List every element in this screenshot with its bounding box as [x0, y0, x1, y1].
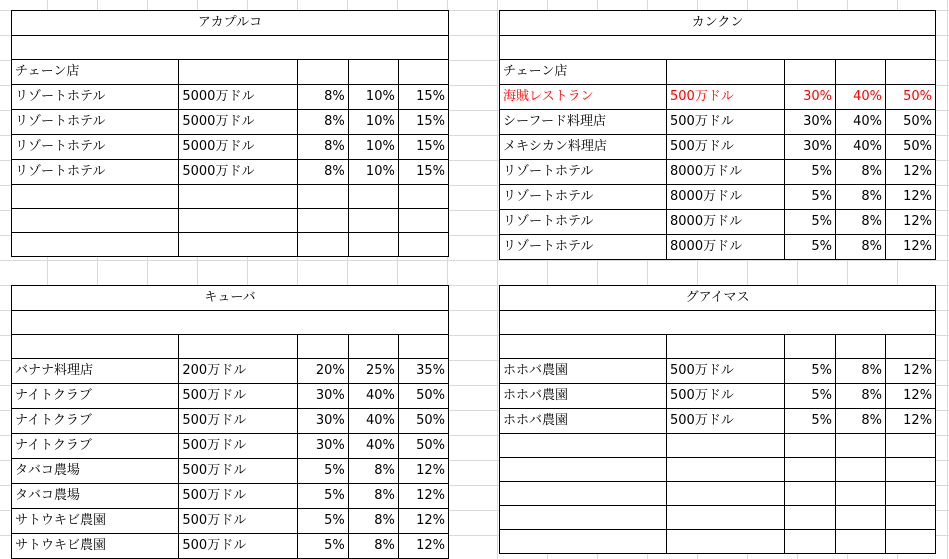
table-row — [500, 434, 936, 458]
rate-cell[interactable] — [297, 209, 348, 233]
table-row — [500, 135, 936, 160]
cost-cell[interactable]: 5000万ドル — [179, 110, 297, 135]
rate-cell[interactable] — [785, 530, 836, 554]
table-row — [12, 85, 449, 110]
rate-cell[interactable]: 35% — [398, 359, 448, 384]
rate-cell[interactable]: 50% — [886, 135, 936, 160]
table-row — [500, 359, 936, 384]
name-cell[interactable]: リゾートホテル — [500, 210, 667, 235]
blank-cell[interactable] — [500, 311, 936, 335]
name-cell[interactable] — [12, 209, 179, 233]
cost-cell[interactable]: 500万ドル — [667, 384, 785, 409]
title-row — [500, 286, 936, 311]
table-row — [12, 160, 449, 185]
rate-cell[interactable] — [836, 482, 886, 506]
table-cancun — [499, 10, 936, 260]
cost-cell[interactable] — [667, 530, 785, 554]
table-row — [500, 458, 936, 482]
rate-cell[interactable] — [297, 233, 348, 257]
cost-cell[interactable]: 500万ドル — [179, 534, 297, 559]
header-empty-cell[interactable] — [297, 335, 348, 359]
rate-cell[interactable]: 8% — [348, 509, 398, 534]
name-cell[interactable]: ナイトクラブ — [12, 384, 179, 409]
rate-cell[interactable]: 8% — [297, 85, 348, 110]
rate-cell[interactable] — [886, 434, 936, 458]
rate-cell[interactable]: 30% — [785, 110, 836, 135]
header-label-cell[interactable] — [12, 335, 179, 359]
rate-cell[interactable] — [297, 185, 348, 209]
header-empty-cell[interactable] — [179, 60, 297, 85]
header-empty-cell[interactable] — [785, 60, 836, 85]
cost-cell[interactable]: 500万ドル — [667, 110, 785, 135]
name-cell[interactable]: リゾートホテル — [12, 135, 179, 160]
header-empty-cell[interactable] — [886, 335, 936, 359]
header-empty-cell[interactable] — [667, 335, 785, 359]
blank-cell[interactable] — [12, 311, 449, 335]
rate-cell[interactable] — [398, 233, 448, 257]
header-empty-cell[interactable] — [179, 335, 297, 359]
header-empty-cell[interactable] — [785, 335, 836, 359]
rate-cell[interactable]: 5% — [297, 509, 348, 534]
blank-cell[interactable] — [12, 36, 449, 60]
table-row — [500, 235, 936, 260]
header-empty-cell[interactable] — [836, 60, 886, 85]
cost-cell[interactable]: 500万ドル — [667, 85, 785, 110]
header-empty-cell[interactable] — [836, 335, 886, 359]
rate-cell[interactable]: 12% — [886, 235, 936, 260]
rate-cell[interactable] — [836, 530, 886, 554]
rate-cell[interactable] — [886, 482, 936, 506]
rate-cell[interactable]: 8% — [297, 160, 348, 185]
cost-cell[interactable]: 8000万ドル — [667, 210, 785, 235]
rate-cell[interactable]: 25% — [348, 359, 398, 384]
rate-cell[interactable]: 50% — [886, 110, 936, 135]
rate-cell[interactable]: 12% — [398, 534, 448, 559]
rate-cell[interactable]: 5% — [297, 484, 348, 509]
header-empty-cell[interactable] — [297, 60, 348, 85]
rate-cell[interactable]: 30% — [785, 135, 836, 160]
blank-row — [12, 311, 449, 335]
rate-cell[interactable]: 8% — [836, 160, 886, 185]
rate-cell[interactable]: 30% — [297, 409, 348, 434]
table-title-cell[interactable]: キューバ — [12, 286, 449, 311]
name-cell[interactable] — [500, 458, 667, 482]
cost-cell[interactable] — [667, 458, 785, 482]
table-row — [12, 484, 449, 509]
rate-cell[interactable] — [398, 209, 448, 233]
name-cell[interactable]: タバコ農場 — [12, 459, 179, 484]
name-cell[interactable] — [500, 434, 667, 458]
rate-cell[interactable]: 5% — [785, 359, 836, 384]
cost-cell[interactable]: 500万ドル — [667, 409, 785, 434]
cost-cell[interactable]: 8000万ドル — [667, 185, 785, 210]
rate-cell[interactable]: 5% — [785, 235, 836, 260]
rate-cell[interactable]: 5% — [785, 409, 836, 434]
rate-cell[interactable]: 30% — [785, 85, 836, 110]
rate-cell[interactable]: 50% — [398, 409, 448, 434]
rate-cell[interactable]: 20% — [297, 359, 348, 384]
cost-cell[interactable] — [667, 434, 785, 458]
rate-cell[interactable] — [886, 506, 936, 530]
rate-cell[interactable]: 12% — [886, 409, 936, 434]
name-cell[interactable]: 海賊レストラン — [500, 85, 667, 110]
rate-cell[interactable] — [886, 530, 936, 554]
header-label-cell[interactable]: チェーン店 — [12, 60, 179, 85]
cost-cell[interactable]: 500万ドル — [179, 409, 297, 434]
blank-row — [500, 311, 936, 335]
table-row — [500, 85, 936, 110]
cost-cell[interactable]: 500万ドル — [667, 135, 785, 160]
rate-cell[interactable]: 8% — [836, 235, 886, 260]
table-row — [12, 135, 449, 160]
cost-cell[interactable]: 8000万ドル — [667, 235, 785, 260]
table-row — [500, 530, 936, 554]
rate-cell[interactable]: 40% — [836, 110, 886, 135]
rate-cell[interactable]: 8% — [836, 185, 886, 210]
rate-cell[interactable]: 5% — [297, 459, 348, 484]
header-label-cell[interactable] — [500, 335, 667, 359]
rate-cell[interactable]: 50% — [886, 85, 936, 110]
rate-cell[interactable] — [886, 458, 936, 482]
table-row — [12, 434, 449, 459]
rate-cell[interactable]: 5% — [785, 384, 836, 409]
rate-cell[interactable] — [836, 506, 886, 530]
header-empty-cell[interactable] — [348, 335, 398, 359]
cost-cell[interactable]: 5000万ドル — [179, 160, 297, 185]
name-cell[interactable]: リゾートホテル — [500, 235, 667, 260]
table-row — [500, 160, 936, 185]
rate-cell[interactable]: 10% — [348, 160, 398, 185]
blank-cell[interactable] — [500, 36, 936, 60]
cost-cell[interactable]: 500万ドル — [179, 384, 297, 409]
table-row — [12, 509, 449, 534]
name-cell[interactable]: タバコ農場 — [12, 484, 179, 509]
name-cell[interactable]: ナイトクラブ — [12, 434, 179, 459]
rate-cell[interactable]: 10% — [348, 110, 398, 135]
rate-cell[interactable]: 12% — [886, 160, 936, 185]
table-title-cell[interactable]: カンクン — [500, 11, 936, 36]
table-row — [12, 534, 449, 559]
table-row — [500, 110, 936, 135]
rate-cell[interactable]: 8% — [348, 484, 398, 509]
title-row — [12, 11, 449, 36]
rate-cell[interactable]: 12% — [886, 185, 936, 210]
rate-cell[interactable]: 40% — [836, 85, 886, 110]
rate-cell[interactable]: 8% — [348, 459, 398, 484]
table-row — [12, 459, 449, 484]
cost-cell[interactable]: 8000万ドル — [667, 160, 785, 185]
rate-cell[interactable]: 8% — [836, 384, 886, 409]
name-cell[interactable]: サトウキビ農園 — [12, 509, 179, 534]
rate-cell[interactable]: 8% — [836, 359, 886, 384]
header-row — [500, 60, 936, 85]
rate-cell[interactable]: 12% — [398, 509, 448, 534]
name-cell[interactable]: リゾートホテル — [12, 85, 179, 110]
rate-cell[interactable]: 12% — [886, 210, 936, 235]
rate-cell[interactable]: 5% — [785, 210, 836, 235]
rate-cell[interactable]: 15% — [398, 135, 448, 160]
table-row — [500, 384, 936, 409]
rate-cell[interactable]: 40% — [348, 384, 398, 409]
table-row — [12, 110, 449, 135]
name-cell[interactable] — [500, 530, 667, 554]
cost-cell[interactable] — [179, 209, 297, 233]
cost-cell[interactable]: 200万ドル — [179, 359, 297, 384]
title-row — [500, 11, 936, 36]
rate-cell[interactable]: 30% — [297, 384, 348, 409]
header-empty-cell[interactable] — [667, 60, 785, 85]
header-empty-cell[interactable] — [348, 60, 398, 85]
cost-cell[interactable]: 500万ドル — [179, 434, 297, 459]
table-title-cell[interactable]: グアイマス — [500, 286, 936, 311]
table-row — [500, 210, 936, 235]
blank-row — [500, 36, 936, 60]
rate-cell[interactable]: 8% — [836, 409, 886, 434]
table-row — [500, 409, 936, 434]
rate-cell[interactable]: 10% — [348, 135, 398, 160]
rate-cell[interactable]: 5% — [785, 160, 836, 185]
table-cuba — [11, 285, 449, 559]
rate-cell[interactable]: 50% — [398, 434, 448, 459]
rate-cell[interactable]: 40% — [836, 135, 886, 160]
table-row — [12, 209, 449, 233]
table-row — [12, 233, 449, 257]
cost-cell[interactable]: 500万ドル — [667, 359, 785, 384]
cost-cell[interactable]: 500万ドル — [179, 459, 297, 484]
rate-cell[interactable]: 5% — [785, 185, 836, 210]
rate-cell[interactable]: 40% — [348, 434, 398, 459]
rate-cell[interactable]: 10% — [348, 85, 398, 110]
name-cell[interactable]: ホホバ農園 — [500, 359, 667, 384]
name-cell[interactable]: バナナ料理店 — [12, 359, 179, 384]
header-empty-cell[interactable] — [886, 60, 936, 85]
rate-cell[interactable] — [348, 185, 398, 209]
name-cell[interactable]: リゾートホテル — [12, 110, 179, 135]
rate-cell[interactable]: 8% — [297, 110, 348, 135]
blank-row — [12, 36, 449, 60]
header-empty-cell[interactable] — [398, 335, 448, 359]
rate-cell[interactable]: 12% — [886, 384, 936, 409]
rate-cell[interactable]: 15% — [398, 110, 448, 135]
name-cell[interactable] — [500, 482, 667, 506]
header-row — [500, 335, 936, 359]
name-cell[interactable]: リゾートホテル — [500, 185, 667, 210]
name-cell[interactable]: ホホバ農園 — [500, 384, 667, 409]
name-cell[interactable]: サトウキビ農園 — [12, 534, 179, 559]
rate-cell[interactable] — [348, 233, 398, 257]
table-row — [12, 185, 449, 209]
rate-cell[interactable]: 12% — [398, 459, 448, 484]
cost-cell[interactable]: 500万ドル — [179, 509, 297, 534]
header-label-cell[interactable]: チェーン店 — [500, 60, 667, 85]
name-cell[interactable]: メキシカン料理店 — [500, 135, 667, 160]
table-row — [500, 482, 936, 506]
table-row — [12, 359, 449, 384]
rate-cell[interactable] — [836, 434, 886, 458]
name-cell[interactable] — [12, 233, 179, 257]
cost-cell[interactable] — [667, 506, 785, 530]
table-row — [12, 409, 449, 434]
cost-cell[interactable]: 5000万ドル — [179, 85, 297, 110]
rate-cell[interactable]: 5% — [297, 534, 348, 559]
table-acapulco — [11, 10, 449, 257]
rate-cell[interactable] — [785, 506, 836, 530]
name-cell[interactable] — [12, 185, 179, 209]
cost-cell[interactable] — [667, 482, 785, 506]
rate-cell[interactable]: 8% — [297, 135, 348, 160]
rate-cell[interactable] — [785, 482, 836, 506]
header-row — [12, 335, 449, 359]
header-empty-cell[interactable] — [398, 60, 448, 85]
table-row — [500, 506, 936, 530]
table-row — [12, 384, 449, 409]
rate-cell[interactable]: 50% — [398, 384, 448, 409]
cost-cell[interactable] — [179, 185, 297, 209]
table-title-cell[interactable]: アカプルコ — [12, 11, 449, 36]
name-cell[interactable]: リゾートホテル — [12, 160, 179, 185]
rate-cell[interactable]: 40% — [348, 409, 398, 434]
name-cell[interactable]: ホホバ農園 — [500, 409, 667, 434]
name-cell[interactable]: シーフード料理店 — [500, 110, 667, 135]
table-row — [500, 185, 936, 210]
cost-cell[interactable]: 5000万ドル — [179, 135, 297, 160]
rate-cell[interactable]: 8% — [836, 210, 886, 235]
rate-cell[interactable] — [348, 209, 398, 233]
name-cell[interactable] — [500, 506, 667, 530]
cost-cell[interactable]: 500万ドル — [179, 484, 297, 509]
rate-cell[interactable]: 12% — [886, 359, 936, 384]
rate-cell[interactable]: 15% — [398, 160, 448, 185]
rate-cell[interactable] — [398, 185, 448, 209]
rate-cell[interactable] — [836, 458, 886, 482]
header-row — [12, 60, 449, 85]
name-cell[interactable]: ナイトクラブ — [12, 409, 179, 434]
rate-cell[interactable]: 15% — [398, 85, 448, 110]
table-guaymas — [499, 285, 936, 554]
cost-cell[interactable] — [179, 233, 297, 257]
rate-cell[interactable]: 8% — [348, 534, 398, 559]
title-row — [12, 286, 449, 311]
rate-cell[interactable]: 30% — [297, 434, 348, 459]
rate-cell[interactable]: 12% — [398, 484, 448, 509]
rate-cell[interactable] — [785, 434, 836, 458]
name-cell[interactable]: リゾートホテル — [500, 160, 667, 185]
rate-cell[interactable] — [785, 458, 836, 482]
